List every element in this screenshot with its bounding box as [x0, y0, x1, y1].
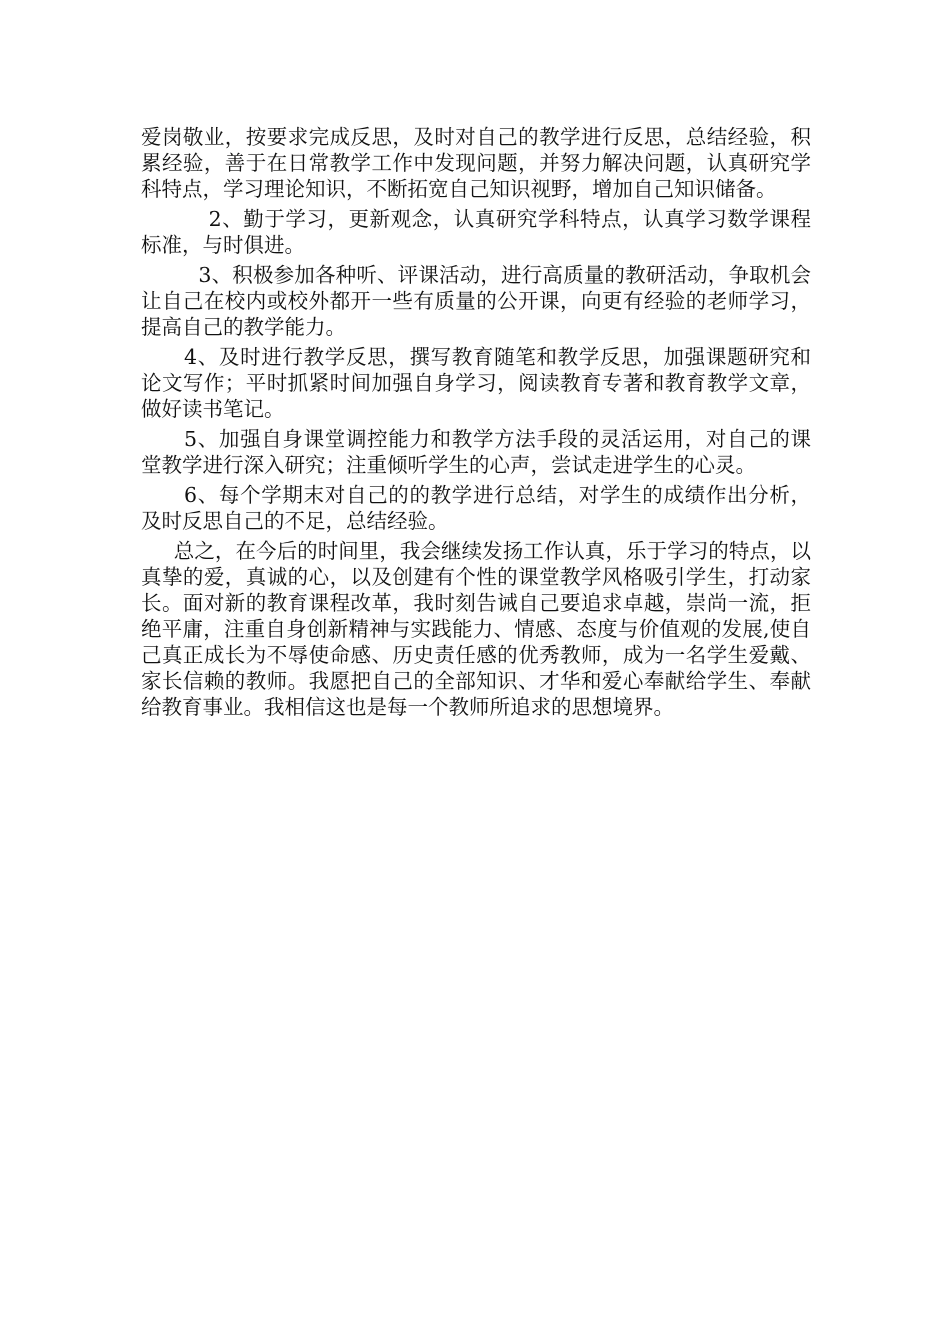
document-body: [141, 124, 811, 720]
paragraph-item-5: 5、加强自身课堂调控能力和教学方法手段的灵活运用，对自己的课堂教学进行深入研究；注重倾听学生的心声，尝试走进学生的心灵。: [141, 427, 811, 477]
paragraph-item-2: 2、勤于学习，更新观念，认真研究学科特点，认真学习数学课程标准，与时俱进。: [141, 207, 811, 257]
paragraph-item-3: 3、积极参加各种听、评课活动，进行高质量的教研活动，争取机会让自己在校内或校外都开一些有质量的公开课，向更有经验的老师学习，提高自己的教学能力。: [141, 263, 811, 339]
paragraph-continuation: 爱岗敬业，按要求完成反思，及时对自己的教学进行反思，总结经验，积累经验，善于在日常教学工作中发现问题，并努力解决问题，认真研究学科特点，学习理论知识，不断拓宽自己知识视野，增加自己知识储备。: [141, 125, 811, 201]
paragraph-item-4: 4、及时进行教学反思，撰写教育随笔和教学反思，加强课题研究和论文写作；平时抓紧时间加强自身学习，阅读教育专著和教育教学文章，做好读书笔记。: [141, 345, 811, 421]
paragraph-item-6: 6、每个学期末对自己的的教学进行总结，对学生的成绩作出分析，及时反思自己的不足，总结经验。: [141, 483, 811, 533]
paragraph-conclusion: 总之，在今后的时间里，我会继续发扬工作认真，乐于学习的特点，以真挚的爱，真诚的心，以及创建有个性的课堂教学风格吸引学生，打动家长。面对新的教育课程改革，我时刻告诫自己要追求卓越，崇尚一流，拒绝平庸，注重自身创新精神与实践能力、情感、态度与价值观的发展,使自己真正成长为不辱使命感、历史责任感的优秀教师，成为一名学生爱戴、家长信赖的教师。我愿把自己的全部知识、才华和爱心奉献给学生、奉献给教育事业。我相信这也是每一个教师所追求的思想境界。: [141, 539, 811, 719]
